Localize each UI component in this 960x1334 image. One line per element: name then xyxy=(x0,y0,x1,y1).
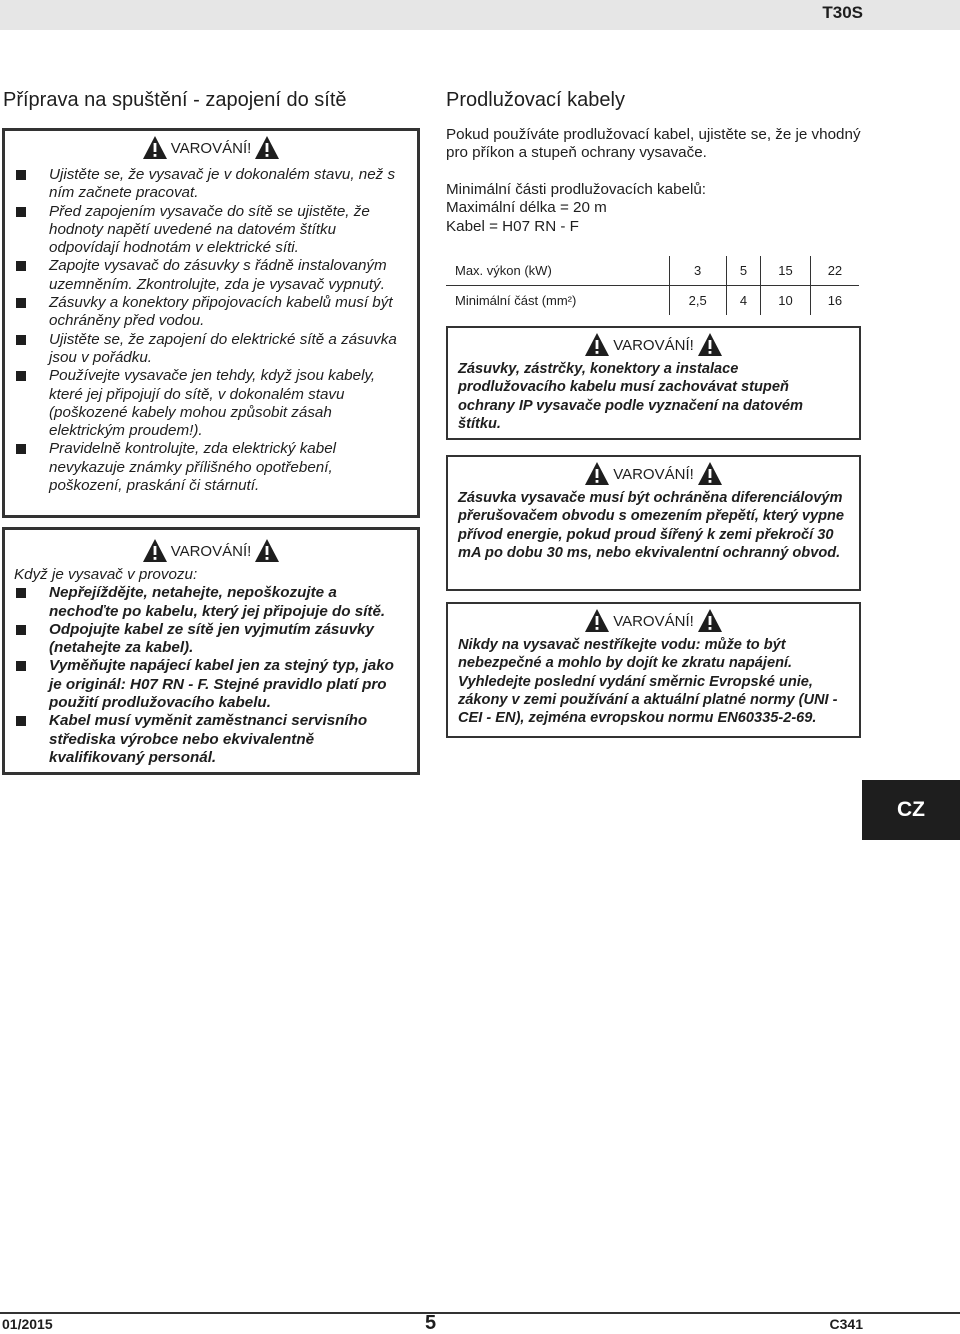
warning-label: VAROVÁNÍ! xyxy=(613,465,694,483)
warning-triangle-icon xyxy=(697,332,723,358)
requirements-heading: Minimální části prodlužovacích kabelů: xyxy=(446,181,706,198)
warning-header xyxy=(5,133,417,163)
warning-triangle-icon xyxy=(584,608,610,634)
footer-divider xyxy=(0,1312,960,1314)
cable-spec-table xyxy=(446,256,859,315)
table-row xyxy=(446,285,859,315)
list-item: Před zapojením vysavače do sítě se ujistěte, že hodnoty napětí uvedené na datovém štítku odpovídají hodnotám v elektrické síti. xyxy=(5,203,405,258)
warning-text: Nikdy na vysavač nestříkejte vodu: může to být nebezpečné a mohlo by dojít ke zkratu napájení. Vyhledejte poslední vydání směrnic Evropské unie, zákony v zemi používání a aktuální platné normy (UNI - CEI - EN), zejména evropskou normu EN60335-2-69. xyxy=(458,637,838,727)
page-number: 5 xyxy=(425,1312,437,1334)
warning-triangle-icon xyxy=(254,135,280,161)
warning-triangle-icon xyxy=(142,135,168,161)
table-cell: 4 xyxy=(726,285,760,315)
left-section-title: Příprava na spuštění - zapojení do sítě xyxy=(3,89,347,111)
document-code: C341 xyxy=(829,1316,863,1332)
language-tab: CZ xyxy=(862,780,960,840)
table-cell: 16 xyxy=(810,285,859,315)
list-item: Vyměňujte napájecí kabel jen za stejný typ, jako je originál: H07 RN - F. Stejné pravidlo platí pro použití prodlužovacího kabelu. xyxy=(5,657,405,712)
warning-label: VAROVÁNÍ! xyxy=(613,336,694,354)
list-item: Nepřejíždějte, netahejte, nepoškozujte a nechoďte po kabelu, který jej připojuje do sítě. xyxy=(5,584,405,621)
warning-box-rcd xyxy=(446,455,861,591)
warning-label: VAROVÁNÍ! xyxy=(613,612,694,630)
warning-triangle-icon xyxy=(584,332,610,358)
warning-triangle-icon xyxy=(584,461,610,487)
operation-intro: Když je vysavač v provozu: xyxy=(14,566,198,583)
list-item: Používejte vysavače jen tehdy, když jsou kabely, které jej připojují do sítě, v dokonalém stavu (poškozené kabely mohou způsobit zásah elektrickým proudem!). xyxy=(5,367,405,440)
cable-type: Kabel = H07 RN - F xyxy=(446,217,579,235)
table-cell: 5 xyxy=(726,256,760,285)
warning-box-preparation xyxy=(2,128,420,518)
row-label: Max. výkon (kW) xyxy=(446,256,669,285)
table-cell: 3 xyxy=(669,256,726,285)
warning-box-ip xyxy=(446,326,861,440)
warning-triangle-icon xyxy=(142,538,168,564)
warning-triangle-icon xyxy=(697,461,723,487)
warning-header xyxy=(448,330,859,360)
warning-header xyxy=(448,606,859,636)
list-item: Zásuvky a konektory připojovacích kabelů musí být ochráněny před vodou. xyxy=(5,294,405,331)
list-item: Ujistěte se, že vysavač je v dokonalém stavu, než s ním začnete pracovat. xyxy=(5,166,405,203)
footer-date: 01/2015 xyxy=(2,1316,53,1332)
right-section-title: Prodlužovací kabely xyxy=(446,89,625,111)
model-name: T30S xyxy=(822,3,863,22)
extension-requirements xyxy=(446,181,866,236)
warning-text: Zásuvky, zástrčky, konektory a instalace prodlužovacího kabelu musí zachovávat stupeň ochrany IP vysavače podle vyznačení na datovém štítku. xyxy=(458,361,803,432)
list-item: Kabel musí vyměnit zaměstnanci servisního střediska výrobce nebo ekvivalentně kvalifikovaný personál. xyxy=(5,712,405,767)
warning-list xyxy=(5,166,417,495)
list-item: Odpojujte kabel ze sítě jen vyjmutím zásuvky (netahejte za kabel). xyxy=(5,621,405,658)
row-label: Minimální část (mm²) xyxy=(455,292,577,308)
warning-box-water xyxy=(446,602,861,738)
warning-list xyxy=(5,584,417,767)
list-item: Zapojte vysavač do zásuvky s řádně instalovaným uzemněním. Zkontrolujte, zda je vysavač vypnutý. xyxy=(5,257,405,294)
header-bar xyxy=(0,0,960,30)
list-item: Pravidelně kontrolujte, zda elektrický kabel nevykazuje známky přílišného opotřebení, poškození, praskání či stárnutí. xyxy=(5,440,405,495)
warning-box-operation xyxy=(2,527,420,775)
warning-triangle-icon xyxy=(254,538,280,564)
table-cell: 15 xyxy=(761,256,811,285)
warning-header xyxy=(5,536,417,566)
warning-text: Zásuvka vysavače musí být ochráněna diferenciálovým přerušovačem obvodu s omezením přepětí, který vypne přívod energie, pokud proud šířený k zemi překročí 30 mA po dobu 30 ms, nebo ekvivalentní ochranný obvod. xyxy=(458,490,845,561)
table-cell: 2,5 xyxy=(669,285,726,315)
table-cell: 10 xyxy=(761,285,811,315)
max-length: Maximální délka = 20 m xyxy=(446,199,607,217)
table-cell: 22 xyxy=(810,256,859,285)
warning-label: VAROVÁNÍ! xyxy=(170,139,252,157)
warning-header xyxy=(448,459,859,489)
list-item: Ujistěte se, že zapojení do elektrické sítě a zásuvka jsou v pořádku. xyxy=(5,331,405,368)
warning-label: VAROVÁNÍ! xyxy=(170,542,252,560)
table-row xyxy=(446,256,859,285)
warning-triangle-icon xyxy=(697,608,723,634)
extension-intro: Pokud používáte prodlužovací kabel, ujistěte se, že je vhodný pro příkon a stupeň ochrany vysavače. xyxy=(446,126,861,162)
